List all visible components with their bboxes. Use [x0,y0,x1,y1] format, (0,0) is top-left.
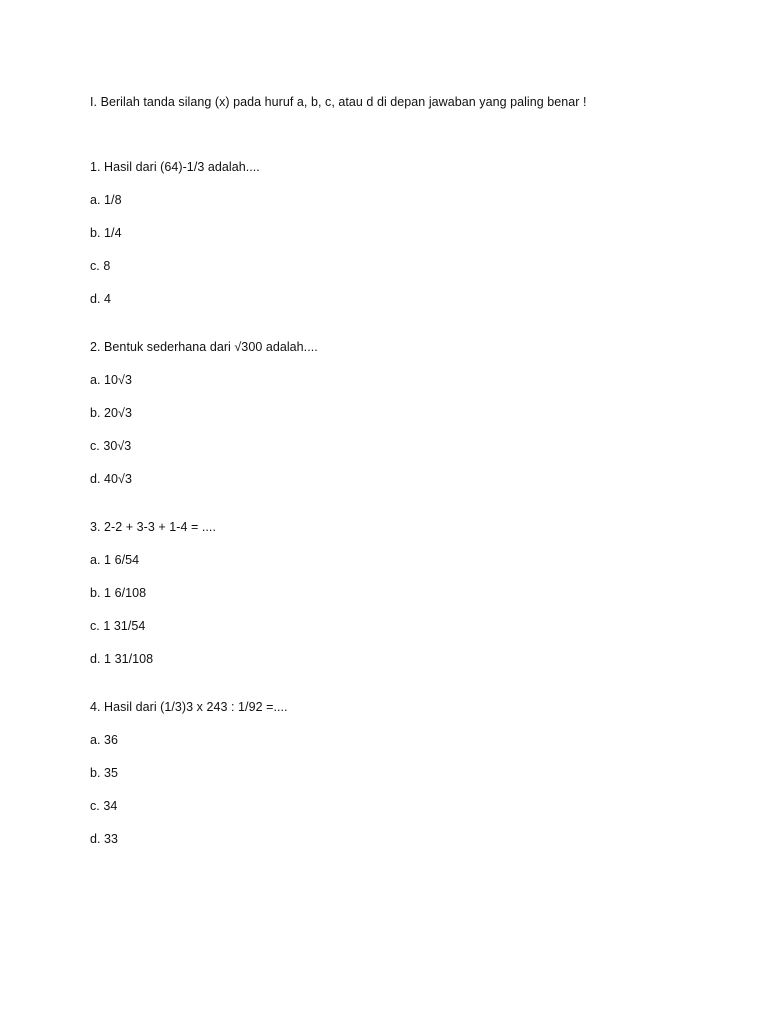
option-a: a. 1/8 [90,193,122,207]
option-d: d. 1 31/108 [90,652,154,666]
option-c: c. 30√3 [90,439,132,453]
option-c: c. 8 [90,259,111,273]
question-3 [90,519,730,667]
option-c: c. 34 [90,799,118,813]
instruction-text: I. Berilah tanda silang (x) pada huruf a, b, c, atau d di depan jawaban yang paling benar ! [90,95,587,109]
option-b: b. 20√3 [90,406,132,420]
option-a: a. 36 [90,733,119,747]
option-a: a. 1 6/54 [90,553,140,567]
question-text: 1. Hasil dari (64)-1/3 adalah.... [90,160,260,174]
question-1 [90,159,730,307]
option-d: d. 4 [90,292,112,306]
option-d: d. 40√3 [90,472,132,486]
option-b: b. 1/4 [90,226,122,240]
option-b: b. 1 6/108 [90,586,147,600]
question-text: 3. 2-2 + 3-3 + 1-4 = .... [90,520,216,534]
question-4 [90,699,730,847]
option-c: c. 1 31/54 [90,619,146,633]
question-text: 2. Bentuk sederhana dari √300 adalah.... [90,340,318,354]
question-2 [90,339,730,487]
document-page [90,94,730,879]
question-text: 4. Hasil dari (1/3)3 x 243 : 1/92 =.... [90,700,288,714]
option-a: a. 10√3 [90,373,132,387]
option-d: d. 33 [90,832,119,846]
option-b: b. 35 [90,766,119,780]
